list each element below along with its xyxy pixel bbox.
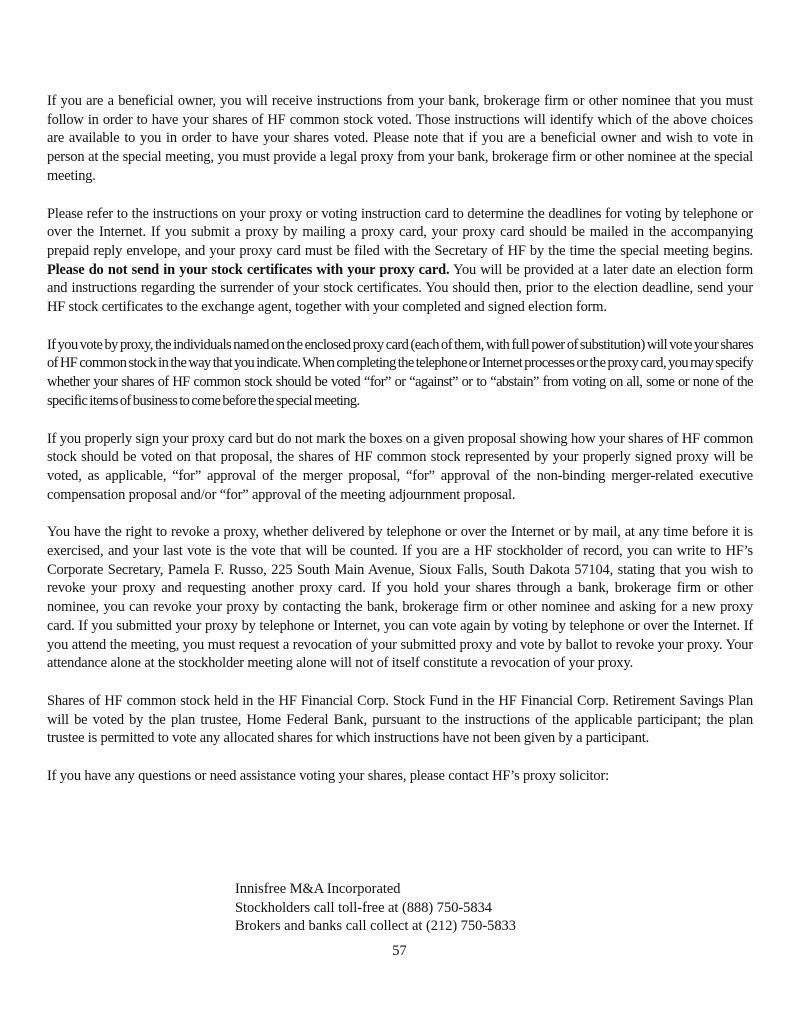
proxy-solicitor-contact xyxy=(235,880,516,936)
solicitor-name: Innisfree M&A Incorporated xyxy=(235,881,401,897)
bold-warning-stock-certificates: Please do not send in your stock certificates with your proxy card. xyxy=(47,261,450,278)
paragraph-retirement-plan: Shares of HF common stock held in the HF Financial Corp. Stock Fund in the HF Financial Corp. Retirement Savings Plan will be voted by the plan trustee, Home Federal Bank, pursuant to the instructions of the applicable participant; the plan trustee is permitted to vote any allocated shares for which instructions have not been given by a participant. xyxy=(47,692,753,747)
page-number: 57 xyxy=(392,943,407,959)
paragraph-text: You will be provided at a later date an election form and instructions regarding the surrender of your stock certificates. You should then, prior to the election deadline, send your HF stock certificates to the exchange agent, together with your completed and signed election form. xyxy=(47,261,754,316)
paragraph-text: Please refer to the instructions on your proxy or voting instruction card to determine the deadlines for voting by telephone or over the Internet. If you submit a proxy by mailing a proxy card, your proxy card should be mailed in the accompanying prepaid reply envelope, and your proxy card must be filed with the Secretary of HF by the time the special meeting begins. xyxy=(47,205,753,259)
brokers-phone-line: Brokers and banks call collect at (212) 750-5833 xyxy=(235,918,516,935)
stockholders-phone-line: Stockholders call toll-free at (888) 750-5834 xyxy=(235,899,492,916)
paragraph-questions: If you have any questions or need assistance voting your shares, please contact HF’s proxy solicitor: xyxy=(47,768,609,785)
paragraph-unmarked-proxy: If you properly sign your proxy card but do not mark the boxes on a given proposal showing how your shares of HF common stock should be voted on that proposal, the shares of HF common stock represented by your properly signed proxy will be voted, as applicable, “for” approval of the merger proposal, “for” approval of the non-binding merger-related executive compensation proposal and/or “for” approval of the meeting adjournment proposal. xyxy=(47,430,753,503)
paragraph-voting-deadlines xyxy=(47,205,753,317)
document-body xyxy=(47,92,753,805)
paragraph-beneficial-owner: If you are a beneficial owner, you will receive instructions from your bank, brokerage firm or other nominee that you must follow in order to have your shares of HF common stock voted. Those instructions will identify which of the above choices are available to you in order to have your shares voted. Please note that if you are a beneficial owner and wish to vote in person at the special meeting, you must provide a legal proxy from your bank, brokerage firm or other nominee at the special meeting. xyxy=(47,93,753,184)
paragraph-revoke-proxy: You have the right to revoke a proxy, whether delivered by telephone or over the Internet or by mail, at any time before it is exercised, and your last vote is the vote that will be counted. If you are a HF stockholder of record, you can write to HF’s Corporate Secretary, Pamela F. Russo, 225 South Main Avenue, Sioux Falls, South Dakota 57104, stating that you wish to revoke your proxy and requesting another proxy card. If you hold your shares through a bank, brokerage firm or other nominee, you can revoke your proxy by contacting the bank, brokerage firm or other nominee and asking for a new proxy card. If you submitted your proxy by telephone or Internet, you can vote again by voting by telephone or over the Internet. If you attend the meeting, you must request a revocation of your submitted proxy and vote by ballot to revoke your proxy. Your attendance alone at the stockholder meeting alone will not of itself constitute a revocation of your proxy. xyxy=(47,524,753,672)
paragraph-vote-by-proxy: If you vote by proxy, the individuals named on the enclosed proxy card (each of them, with full power of substitution) will vote your shares of HF common stock in the way that you indicate. When completing the telephone or Internet processes or the proxy card, you may specify whether your shares of HF common stock should be voted “for” or “against” or to “abstain” from voting on all, some or none of the specific items of business to come before the special meeting. xyxy=(47,336,753,409)
